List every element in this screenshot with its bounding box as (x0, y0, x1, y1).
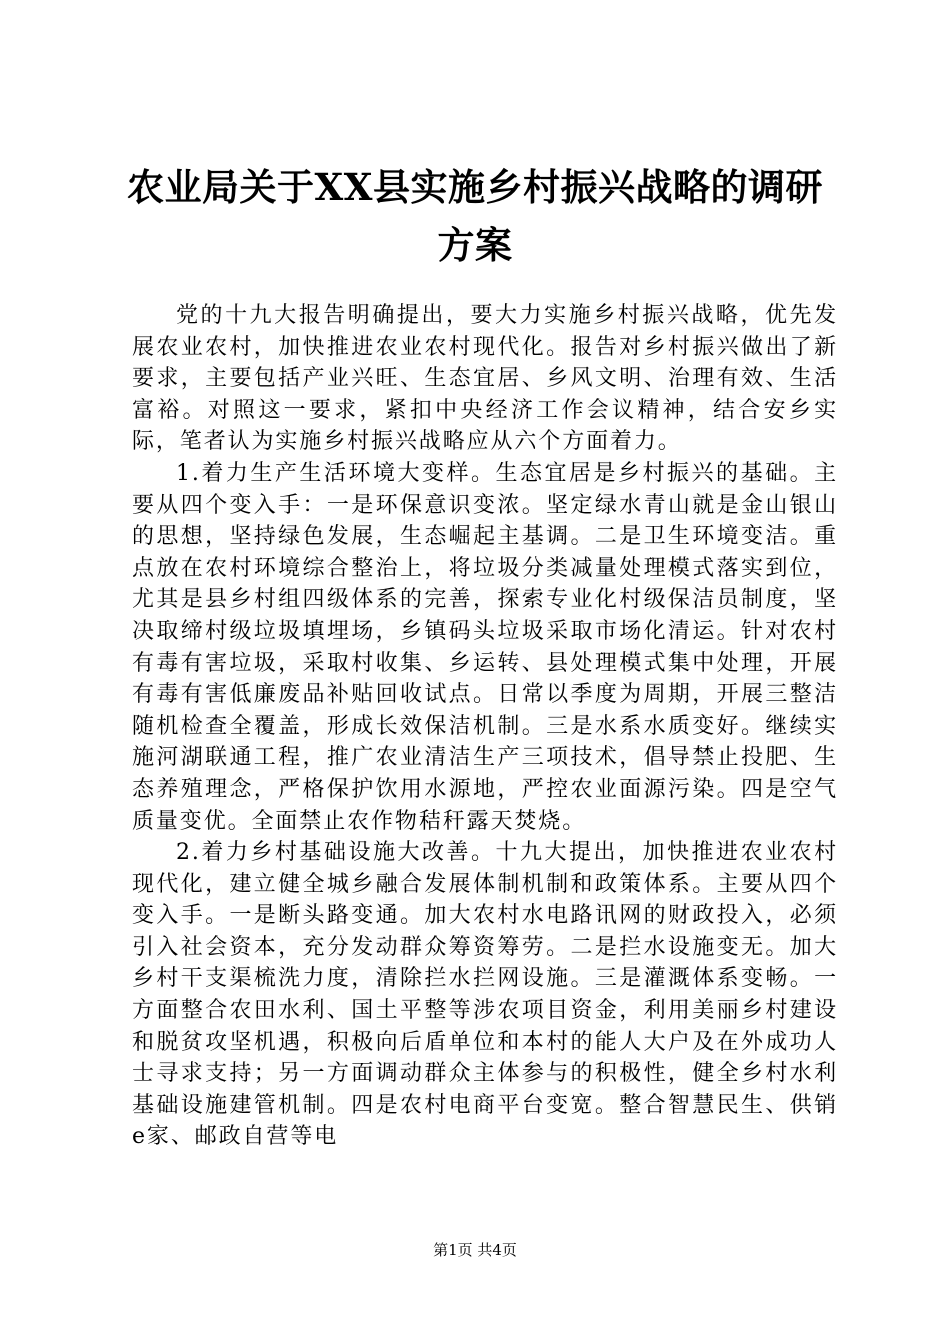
document-title: 农业局关于XX县实施乡村振兴战略的调研方案 (127, 165, 823, 267)
document-body (132, 300, 838, 1153)
paragraph-section-2: 2.着力乡村基础设施大改善。十九大提出，加快推进农业农村现代化，建立健全城乡融合发展体制机制和政策体系。主要从四个变入手。一是断头路变通。加大农村水电路讯网的财政投入，必须引入社会资本，充分发动群众筹资筹劳。二是拦水设施变无。加大乡村干支渠梳洗力度，清除拦水拦网设施。三是灌溉体系变畅。一方面整合农田水利、国土平整等涉农项目资金，利用美丽乡村建设和脱贫攻坚机遇，积极向后盾单位和本村的能人大户及在外成功人士寻求支持；另一方面调动群众主体参与的积极性，健全乡村水利基础设施建管机制。四是农村电商平台变宽。整合智慧民生、供销e家、邮政自营等电 (132, 840, 838, 1150)
paragraph-intro: 党的十九大报告明确提出，要大力实施乡村振兴战略，优先发展农业农村，加快推进农业农村现代化。报告对乡村振兴做出了新要求，主要包括产业兴旺、生态宜居、乡风文明、治理有效、生活富裕。对照这一要求，紧扣中央经济工作会议精神，结合安乡实际，笔者认为实施乡村振兴战略应从六个方面着力。 (132, 303, 838, 455)
paragraph-section-1: 1.着力生产生活环境大变样。生态宜居是乡村振兴的基础。主要从四个变入手：一是环保意识变浓。坚定绿水青山就是金山银山的思想，坚持绿色发展，生态崛起主基调。二是卫生环境变洁。重点放在农村环境综合整治上，将垃圾分类减量处理模式落实到位，尤其是县乡村组四级体系的完善，探索专业化村级保洁员制度，坚决取缔村级垃圾填埋场，乡镇码头垃圾采取市场化清运。针对农村有毒有害垃圾，采取村收集、乡运转、县处理模式集中处理，开展有毒有害低廉废品补贴回收试点。日常以季度为周期，开展三整洁随机检查全覆盖，形成长效保洁机制。三是水系水质变好。继续实施河湖联通工程，推广农业清洁生产三项技术，倡导禁止投肥、生态养殖理念，严格保护饮用水源地，严控农业面源污染。四是空气质量变优。全面禁止农作物秸秆露天焚烧。 (132, 460, 838, 834)
page-number-footer: 第1页 共4页 (433, 1241, 517, 1259)
